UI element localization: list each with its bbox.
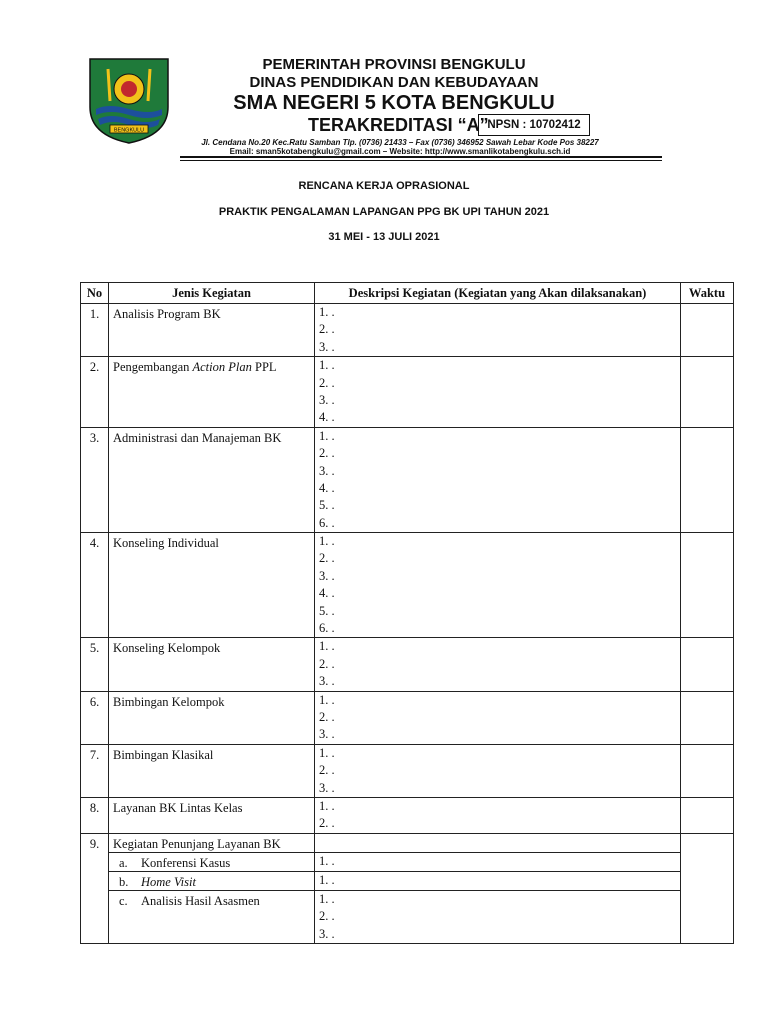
description-item: 1. .: [319, 853, 335, 868]
sub-activity: [109, 852, 315, 871]
description-cell: [315, 744, 681, 797]
table-header-row: [81, 283, 734, 304]
description-item: 1. .: [319, 745, 335, 760]
description-cell: [315, 357, 681, 428]
description-item: 2. .: [319, 909, 335, 924]
activity-name-part: Pengembangan: [113, 360, 193, 375]
row-number: 9.: [81, 833, 109, 943]
description-item: 3. .: [319, 727, 335, 742]
time-cell: [681, 427, 734, 532]
description-item: 2. .: [319, 816, 335, 831]
sub-activity-label: Konferensi Kasus: [141, 855, 231, 870]
description-item: 4. .: [319, 586, 335, 601]
description-item: 6. .: [319, 515, 335, 530]
row-number: 8.: [81, 797, 109, 833]
row-number: 7.: [81, 744, 109, 797]
letterhead-rule-thick: [180, 156, 662, 158]
table-row: [81, 533, 734, 638]
address-line: Jl. Cendana No.20 Kec.Ratu Samban Tlp. (0736) 21433 – Fax (0736) 346952 Sawah Lebar Kode Pos 38227: [201, 138, 599, 147]
description-item: 3. .: [319, 568, 335, 583]
sub-activity-letter: a.: [119, 855, 128, 870]
table-row: [81, 797, 734, 833]
description-item: 3. .: [319, 463, 335, 478]
description-item: 5. .: [319, 603, 335, 618]
activity-table: [80, 282, 734, 944]
description-item: 4. .: [319, 480, 335, 495]
activity-name: Layanan BK Lintas Kelas: [109, 797, 315, 833]
npsn-box: NPSN : 10702412: [478, 114, 590, 136]
letterhead-rule-thin: [180, 160, 662, 161]
time-cell: [681, 691, 734, 744]
description-cell: [315, 797, 681, 833]
table-subrow: [81, 852, 734, 871]
description-item: 1. .: [319, 692, 335, 707]
row-number: 1.: [81, 304, 109, 357]
contact-line: Email: sman5kotabengkulu@gmail.com – Website: http://www.smanlikotabengkulu.sch.id: [229, 147, 571, 156]
description-item: 2. .: [319, 709, 335, 724]
row-number: 3.: [81, 427, 109, 532]
description-item: 1. .: [319, 891, 335, 906]
header-jenis-kegiatan: Jenis Kegiatan: [109, 283, 315, 304]
table-row: [81, 357, 734, 428]
sub-activity: [109, 871, 315, 890]
description-item: 3. .: [319, 339, 335, 354]
description-item: 2. .: [319, 446, 335, 461]
description-cell: [315, 427, 681, 532]
table-subrow: [81, 871, 734, 890]
gov-line: PEMERINTAH PROVINSI BENGKULU: [262, 56, 526, 73]
time-cell: [681, 833, 734, 943]
description-cell: [315, 871, 681, 890]
description-cell: [315, 304, 681, 357]
description-item: 2. .: [319, 375, 335, 390]
time-cell: [681, 638, 734, 691]
school-name: SMA NEGERI 5 KOTA BENGKULU: [233, 92, 555, 114]
description-item: 1. .: [319, 534, 335, 549]
row-number: 5.: [81, 638, 109, 691]
activity-name: Bimbingan Klasikal: [109, 744, 315, 797]
description-item: 3. .: [319, 392, 335, 407]
header-deskripsi: Deskripsi Kegiatan (Kegiatan yang Akan dilaksanakan): [315, 283, 681, 304]
activity-name-italic: Action Plan: [192, 360, 252, 375]
accreditation: TERAKREDITASI “A”: [308, 115, 489, 135]
description-item: 1. .: [319, 358, 335, 373]
activity-name: Bimbingan Kelompok: [109, 691, 315, 744]
activity-name: Kegiatan Penunjang Layanan BK: [109, 833, 315, 852]
description-item: 1. .: [319, 872, 335, 887]
table-row: [81, 304, 734, 357]
row-number: 6.: [81, 691, 109, 744]
school-emblem-logo: [88, 57, 170, 145]
table-row: [81, 833, 734, 852]
activity-name: Analisis Program BK: [109, 304, 315, 357]
description-item: 3. .: [319, 926, 335, 941]
doc-date: 31 MEI - 13 JULI 2021: [328, 231, 440, 243]
department-line: DINAS PENDIDIKAN DAN KEBUDAYAAN: [249, 74, 539, 91]
sub-activity-letter: b.: [119, 874, 129, 889]
logo-text: BENGKULU: [113, 127, 145, 134]
table-row: [81, 427, 734, 532]
time-cell: [681, 533, 734, 638]
description-item: 2. .: [319, 656, 335, 671]
description-item: 6. .: [319, 621, 335, 636]
sub-activity: [109, 890, 315, 943]
time-cell: [681, 744, 734, 797]
description-item: 1. .: [319, 798, 335, 813]
description-item: 1. .: [319, 305, 335, 319]
description-item: 1. .: [319, 639, 335, 654]
time-cell: [681, 797, 734, 833]
description-item: 2. .: [319, 322, 335, 337]
description-cell: [315, 852, 681, 871]
doc-title: RENCANA KERJA OPRASIONAL: [298, 180, 470, 192]
sub-activity-label: Analisis Hasil Asasmen: [141, 893, 260, 908]
activity-name: Konseling Individual: [109, 533, 315, 638]
row-number: 4.: [81, 533, 109, 638]
header-waktu: Waktu: [681, 283, 734, 304]
activity-name: [109, 357, 315, 428]
sub-activity-label: Home Visit: [141, 874, 196, 889]
description-cell: [315, 890, 681, 943]
row-number: 2.: [81, 357, 109, 428]
table-row: [81, 638, 734, 691]
activity-name: Administrasi dan Manajeman BK: [109, 427, 315, 532]
description-item: 3. .: [319, 780, 335, 795]
sub-activity-letter: c.: [119, 893, 128, 908]
description-item: 1. .: [319, 428, 335, 443]
description-item: 4. .: [319, 410, 335, 425]
description-cell: [315, 533, 681, 638]
description-item: 2. .: [319, 763, 335, 778]
doc-subtitle: PRAKTIK PENGALAMAN LAPANGAN PPG BK UPI TAHUN 2021: [218, 206, 550, 218]
description-cell: [315, 691, 681, 744]
table-subrow: [81, 890, 734, 943]
time-cell: [681, 357, 734, 428]
description-item: 3. .: [319, 674, 335, 689]
description-item: 5. .: [319, 498, 335, 513]
activity-name: Konseling Kelompok: [109, 638, 315, 691]
table-row: [81, 691, 734, 744]
table-row: [81, 744, 734, 797]
time-cell: [681, 304, 734, 357]
description-item: 2. .: [319, 551, 335, 566]
header-no: No: [81, 283, 109, 304]
activity-name-part: PPL: [251, 360, 277, 375]
description-cell: [315, 638, 681, 691]
description-cell: [315, 833, 681, 852]
